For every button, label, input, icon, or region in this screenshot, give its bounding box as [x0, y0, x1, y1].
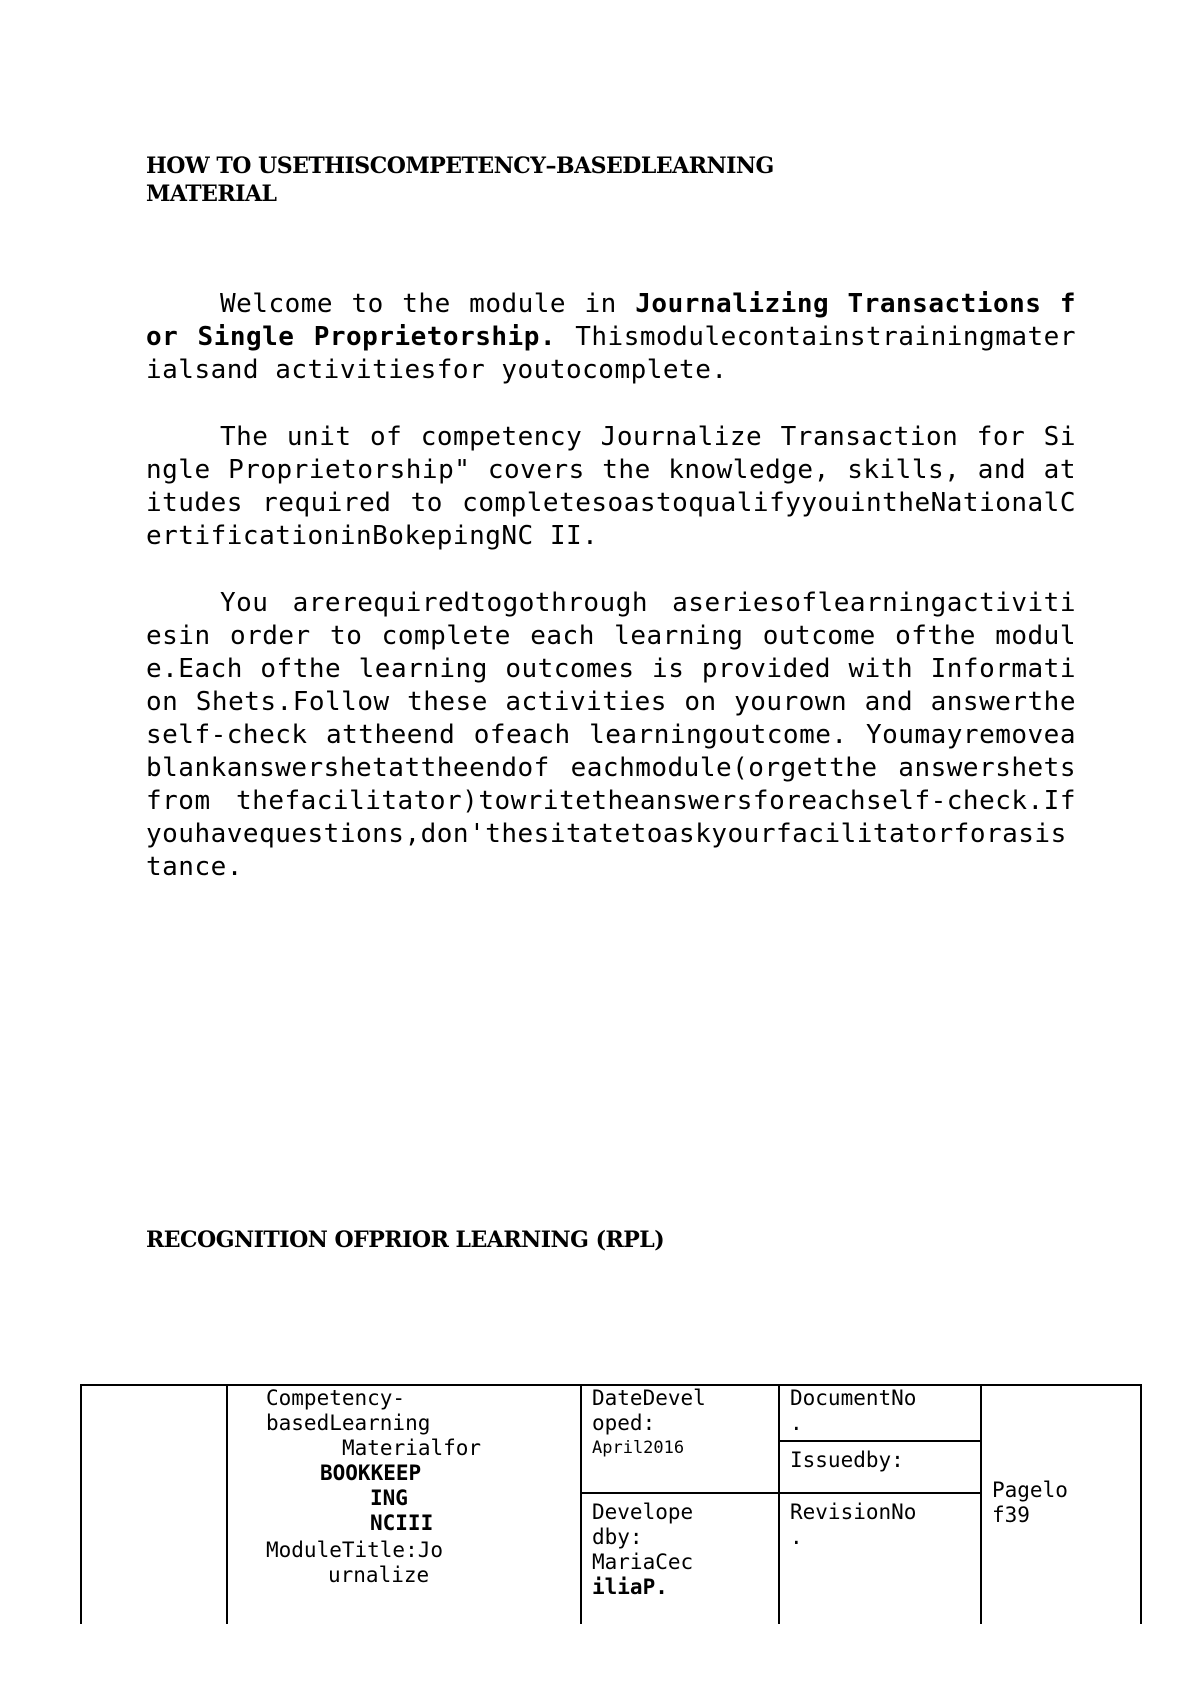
date-label-1: DateDevel	[592, 1386, 706, 1410]
developed-label-1: Develope	[592, 1500, 694, 1524]
developed-by-cell	[592, 1500, 778, 1600]
revision-no-value: .	[790, 1525, 803, 1549]
section-heading-rpl: RECOGNITION OFPRIOR LEARNING (RPL)	[146, 1227, 665, 1253]
document-footer-table	[80, 1384, 1142, 1624]
table-divider-1	[226, 1384, 228, 1624]
date-developed-cell	[592, 1386, 778, 1461]
page-number-line-2: f39	[992, 1503, 1030, 1527]
developer-name-1: MariaCec	[592, 1550, 694, 1574]
material-line-5: ING	[370, 1486, 408, 1510]
page-number-cell	[992, 1478, 1138, 1528]
table-divider-2	[580, 1384, 582, 1624]
revision-no-cell	[790, 1500, 980, 1550]
document-no-cell	[790, 1386, 980, 1436]
material-line-4: BOOKKEEP	[320, 1461, 422, 1485]
table-divider-4	[980, 1384, 982, 1624]
table-row-divider-issued	[778, 1440, 980, 1442]
document-no-value: .	[790, 1411, 803, 1435]
material-line-6: NCIII	[370, 1511, 434, 1535]
developed-label-2: dby:	[592, 1525, 643, 1549]
heading-line-1: HOW TO USETHISCOMPETENCY–BASEDLEARNING	[146, 153, 774, 179]
issued-by-label: Issuedby:	[790, 1448, 904, 1472]
material-line-3: Materialfor	[342, 1436, 482, 1460]
material-title-cell	[266, 1386, 566, 1588]
module-title-bold: Journalizing Transactions for Single Proprietorship.	[146, 289, 1076, 352]
developer-name-2: iliaP.	[592, 1575, 668, 1599]
material-line-7: ModuleTitle:Jo	[266, 1538, 444, 1562]
welcome-text: Welcome to the module in	[220, 289, 636, 319]
table-divider-3	[778, 1384, 780, 1624]
table-row-divider	[580, 1492, 980, 1494]
material-line-2: basedLearning	[266, 1411, 431, 1435]
revision-no-label: RevisionNo	[790, 1500, 917, 1524]
table-border-left	[80, 1384, 82, 1624]
material-line-1: Competency-	[266, 1386, 406, 1410]
document-no-label: DocumentNo	[790, 1386, 917, 1410]
issued-by-cell	[790, 1448, 980, 1473]
table-border-right	[1140, 1384, 1142, 1624]
section-heading-how-to-use	[146, 152, 774, 208]
paragraph-instructions: You arerequiredtogothrough aseriesoflearningactivitiesin order to complete each learning outcome ofthe module.Each ofthe learning outcomes is provided with Information Shets.Follow these activities on yourown and answertheself-check attheend ofeach learningoutcome. Youmayremoveablankanswershetattheendof eachmodule(orgetthe answershetsfrom thefacilitator)towritetheanswersforeachself-check.If youhavequestions,don'thesitatetoaskyourfacilitatorforasistance.	[146, 588, 1076, 882]
body-text	[146, 288, 1076, 918]
date-value: April2016	[592, 1438, 685, 1458]
heading-line-2: MATERIAL	[146, 181, 277, 207]
material-line-8: urnalize	[328, 1563, 430, 1587]
paragraph-welcome	[146, 288, 1076, 387]
paragraph-unit-of-competency: The unit of competency Journalize Transaction for Single Proprietorship" covers the knowledge, skills, and atitudes required to completesoastoqualifyyouintheNationalCertificationinBokepingNC II.	[146, 422, 1076, 551]
page-number-line-1: Pagelo	[992, 1478, 1068, 1502]
module-contents-text: Thismodulecontainstrainingmaterialsand activitiesfor youtocomplete.	[146, 322, 1076, 385]
date-label-2: oped:	[592, 1411, 656, 1435]
